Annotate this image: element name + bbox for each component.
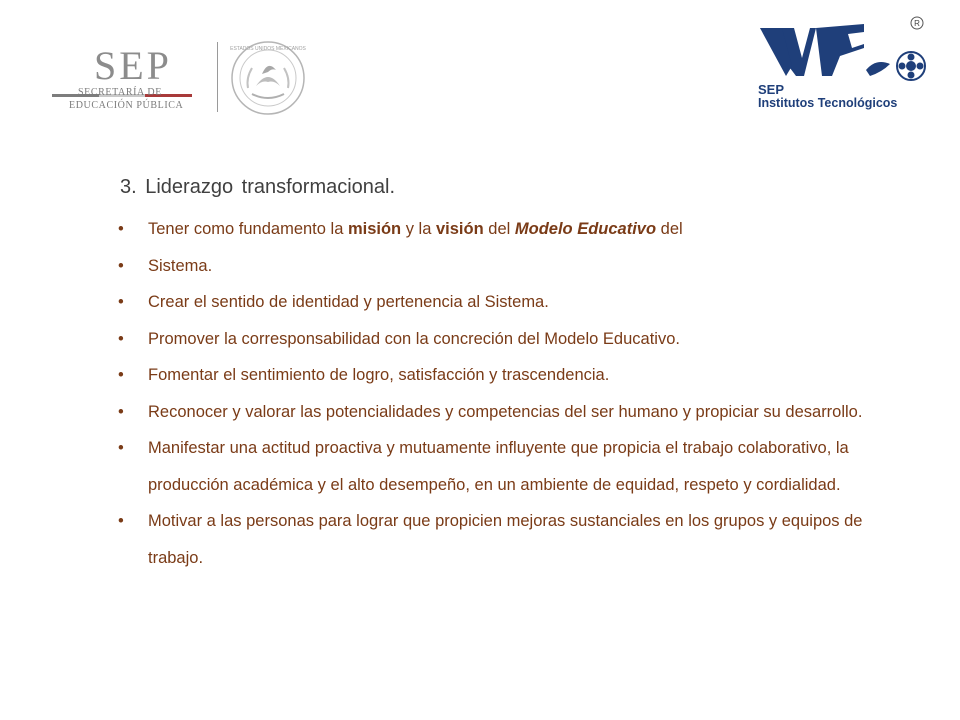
bullet-dot: • bbox=[118, 439, 124, 457]
bullet-list bbox=[118, 211, 878, 576]
sep-logo-subtitle-2: EDUCACIÓN PÚBLICA bbox=[69, 100, 184, 111]
institutos-tecnologicos-logo bbox=[752, 14, 942, 110]
bullet-text: Tener como fundamento la bbox=[148, 220, 348, 238]
bullet-dot: • bbox=[118, 329, 124, 348]
sep-logo-subtitle-1: SECRETARÍA DE bbox=[78, 87, 162, 98]
bullet-text: del bbox=[483, 220, 515, 238]
slide-content bbox=[118, 176, 878, 576]
bullet-dot: • bbox=[118, 256, 124, 275]
bullet-text: Motivar a las personas para lograr que propicien mejoras sustanciales en los grupos y equipos de trabajo. bbox=[148, 512, 863, 567]
list-item bbox=[118, 248, 878, 285]
header-divider bbox=[217, 42, 218, 112]
list-item bbox=[118, 357, 878, 394]
registered-mark: R bbox=[914, 19, 920, 28]
list-item bbox=[118, 284, 878, 321]
it-logo-name: Institutos Tecnológicos bbox=[758, 96, 898, 110]
bullet-bold-mision: misión bbox=[347, 220, 402, 238]
bullet-bold-vision: visión bbox=[436, 220, 484, 238]
list-item bbox=[118, 321, 878, 358]
list-item bbox=[118, 211, 878, 248]
bullet-text: y la bbox=[401, 220, 436, 238]
bullet-text: Crear el sentido de identidad y pertenencia al Sistema. bbox=[148, 293, 549, 311]
bullet-text: Reconocer y valorar las potencialidades y competencias del ser humano y propiciar su desarrollo. bbox=[148, 402, 863, 421]
it-logo-brand: SEP bbox=[758, 82, 785, 97]
bullet-text: Fomentar el sentimiento de logro, satisfacción y trascendencia. bbox=[148, 366, 610, 384]
sep-logo-word: SEP bbox=[94, 43, 172, 88]
bullet-text: Promover la corresponsabilidad con la concreción del Modelo Educativo. bbox=[148, 329, 680, 348]
bullet-dot: • bbox=[118, 366, 124, 384]
bullet-dot: • bbox=[118, 293, 124, 311]
bullet-text: del bbox=[656, 220, 683, 238]
bullet-text: Manifestar una actitud proactiva y mutuamente influyente que propicia el trabajo colaborativo, la producción académica y el alto desempeño, en un ambiente de equidad, respeto y cordialidad. bbox=[148, 439, 849, 494]
bullet-text: Sistema. bbox=[148, 256, 213, 275]
bullet-dot: • bbox=[118, 402, 124, 421]
bullet-dot: • bbox=[118, 220, 124, 238]
bullet-dot: • bbox=[118, 512, 124, 530]
list-item bbox=[118, 430, 878, 503]
slide-title: 3. Liderazgo transformacional. bbox=[120, 176, 396, 198]
bullet-bold-italic-modelo: Modelo Educativo bbox=[514, 220, 657, 238]
seal-text: ESTADOS UNIDOS MEXICANOS bbox=[230, 46, 306, 52]
mexican-seal-icon bbox=[226, 38, 310, 118]
list-item bbox=[118, 394, 878, 431]
it-logo-mark-icon bbox=[752, 14, 942, 84]
list-item bbox=[118, 503, 878, 576]
